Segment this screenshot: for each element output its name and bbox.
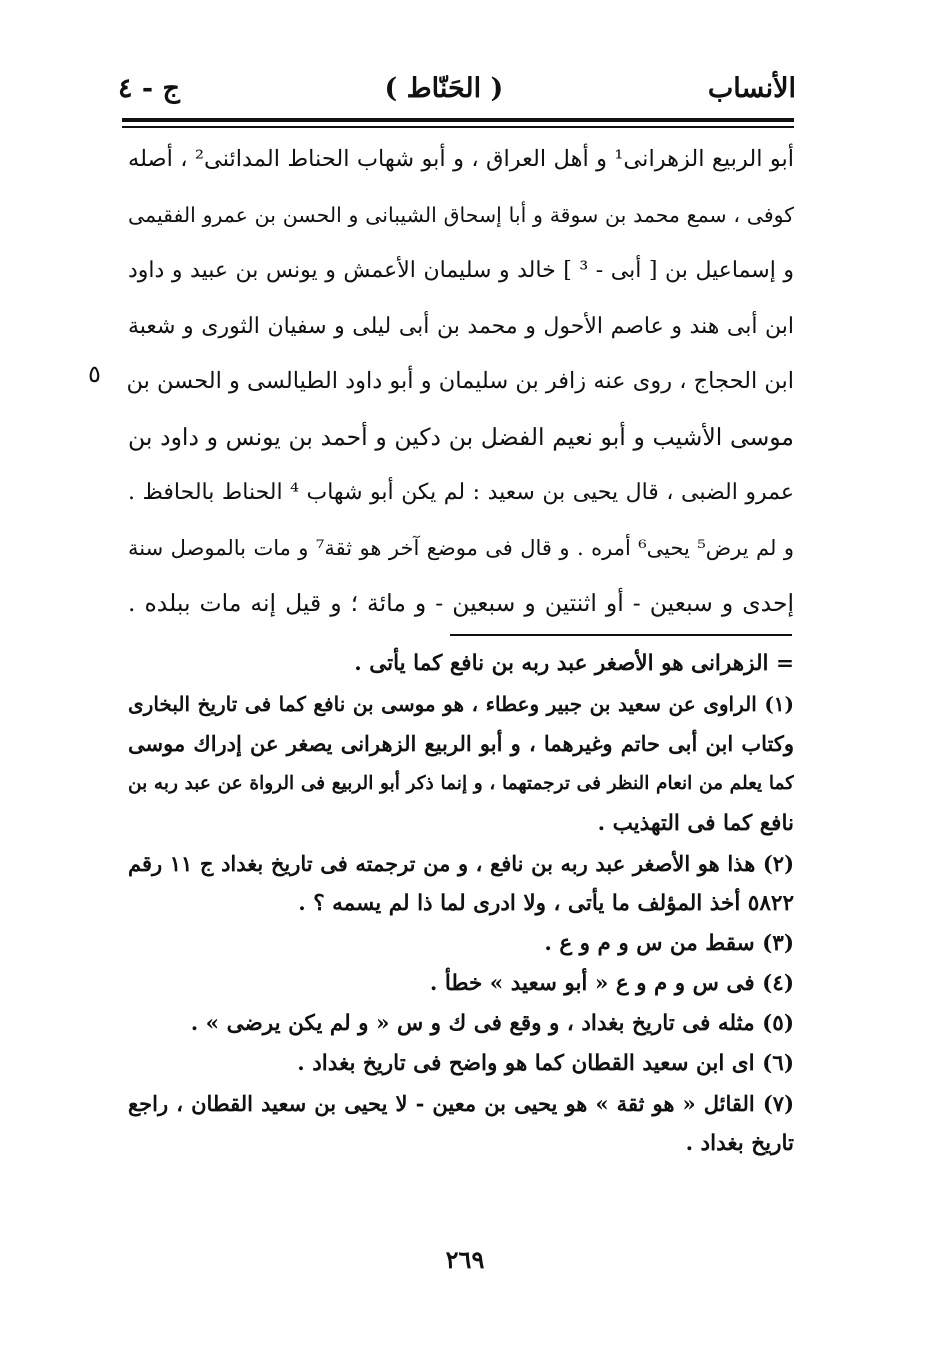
footnote-line: = الزهرانى هو الأصغر عبد ربه بن نافع كما يأتى . — [354, 651, 794, 676]
running-head — [118, 66, 796, 110]
header-rule-thin — [122, 126, 794, 128]
footnote-line: (١) الراوى عن سعيد بن جبير وعطاء ، هو موسى بن نافع كما فى تاريخ البخارى — [128, 692, 794, 716]
margin-line-number: ٥ — [88, 360, 101, 388]
footnote-line: (٧) القائل « هو ثقة » هو يحيى بن معين - لا يحيى بن سعيد القطان ، راجع — [128, 1091, 794, 1116]
footnote-line: (٢) هذا هو الأصغر عبد ربه بن نافع ، و من ترجمته فى تاريخ بغداد ج ١١ رقم — [128, 851, 794, 876]
text-line: ابن أبى هند و عاصم الأحول و محمد بن أبى ليلى و سفيان الثورى و شعبة — [128, 313, 794, 339]
footnote-separator — [450, 634, 792, 636]
footnote-line: وكتاب ابن أبى حاتم وغيرهما ، و أبو الربيع الزهرانى يصغر عن إدراك موسى — [128, 731, 794, 756]
text-line: و لم يرض⁵ يحيى⁶ أمره . و قال فى موضع آخر هو ثقة⁷ و مات بالموصل سنة — [128, 535, 794, 560]
footnote-line: (٥) مثله فى تاريخ بغداد ، و وقع فى ك و س « و لم يكن يرضى » . — [190, 1011, 794, 1036]
text-line: أبو الربيع الزهرانى¹ و أهل العراق ، و أبو شهاب الحناط المدائنى² ، أصله — [128, 146, 794, 172]
text-line: موسى الأشيب و أبو نعيم الفضل بن دكين و أحمد بن يونس و داود بن — [128, 422, 794, 451]
footnote-line: نافع كما فى التهذيب . — [597, 811, 794, 836]
footnote-line: ٥٨٢٢ أخذ المؤلف ما يأتى ، ولا ادرى لما ذا لم يسمه ؟ . — [298, 891, 794, 916]
header-book-title: الأنساب — [707, 72, 796, 104]
footnote-line: (٣) سقط من س و م و ع . — [544, 931, 794, 956]
text-line: عمرو الضبى ، قال يحيى بن سعيد : لم يكن أبو شهاب ⁴ الحناط بالحافظ . — [128, 480, 795, 505]
header-rule-thick — [122, 118, 794, 122]
text-line: ابن الحجاج ، روى عنه زافر بن سليمان و أبو داود الطيالسى و الحسن بن — [126, 368, 794, 394]
footnote-line: تاريخ بغداد . — [685, 1131, 794, 1156]
footnote-line: (٦) اى ابن سعيد القطان كما هو واضح فى تاريخ بغداد . — [297, 1051, 794, 1076]
footnotes — [128, 644, 794, 1164]
main-text — [128, 132, 794, 632]
text-line: إحدى و سبعين - أو اثنتين و سبعين - و مائة ؛ و قيل إنه مات ببلده . — [128, 589, 794, 617]
header-volume: ج - ٤ — [118, 72, 180, 104]
text-line: و إسماعيل بن [ أبى - ³ ] خالد و سليمان الأعمش و يونس بن عبيد و داود — [128, 258, 795, 283]
footnote-line: (٤) فى س و م و ع « أبو سعيد » خطأ . — [429, 971, 794, 996]
header-entry-title: ( الحَنّاط ) — [384, 72, 504, 104]
page-number: ٢٦٩ — [445, 1245, 485, 1274]
text-line: كوفى ، سمع محمد بن سوقة و أبا إسحاق الشيبانى و الحسن بن عمرو الفقيمى — [128, 202, 794, 227]
footnote-line: كما يعلم من انعام النظر فى ترجمتهما ، و إنما ذكر أبو الربيع فى الرواة عن عبد ربه بن — [128, 773, 794, 794]
